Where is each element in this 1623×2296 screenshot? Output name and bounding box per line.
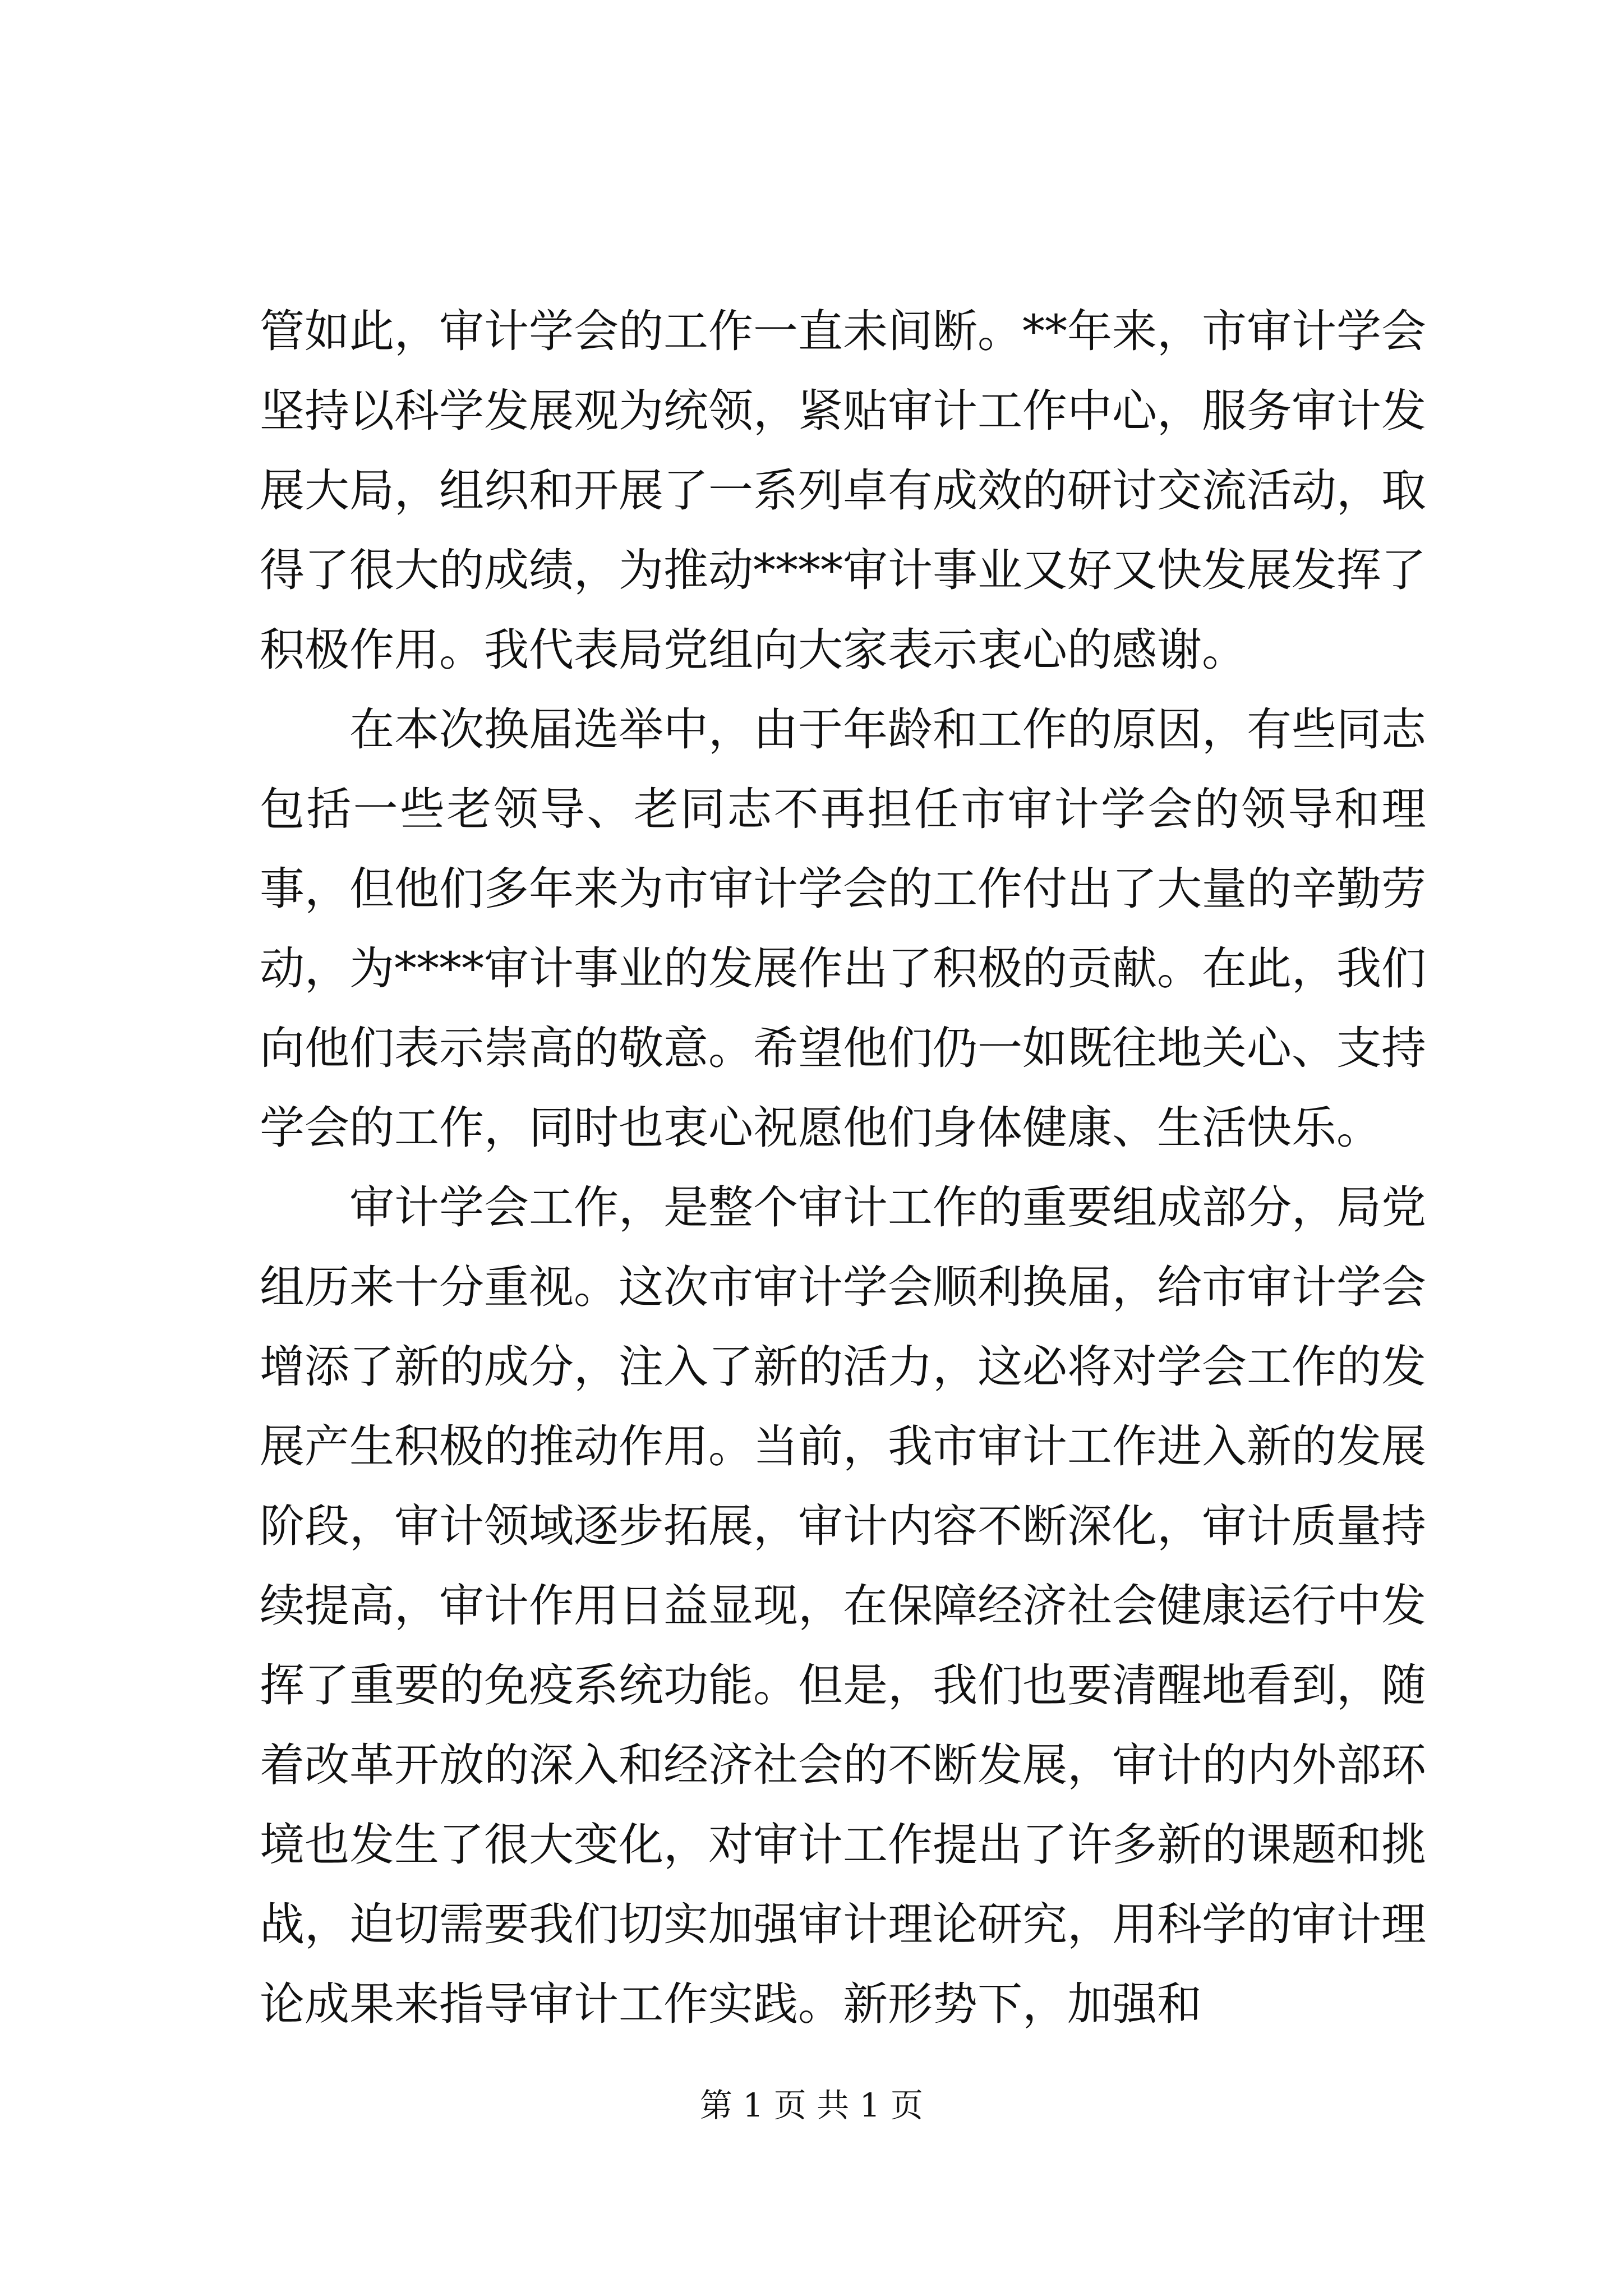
document-body [260,292,1426,2044]
paragraph-3: 审计学会工作，是整个审计工作的重要组成部分，局党组历来十分重视。这次市审计学会顺利换届，给市审计学会增添了新的成分，注入了新的活力，这必将对学会工作的发展产生积极的推动作用。当前，我市审计工作进入新的发展阶段，审计领域逐步拓展，审计内容不断深化，审计质量持续提高，审计作用日益显现，在保障经济社会健康运行中发挥了重要的免疫系统功能。但是，我们也要清醒地看到，随着改革开放的深入和经济社会的不断发展，审计的内外部环境也发生了很大变化，对审计工作提出了许多新的课题和挑战，迫切需要我们切实加强审计理论研究，用科学的审计理论成果来指导审计工作实践。新形势下，加强和 [260,1181,1426,2030]
page-footer: 第 1 页 共 1 页 [700,2086,923,2124]
paragraph-2: 在本次换届选举中，由于年龄和工作的原因，有些同志包括一些老领导、老同志不再担任市审计学会的领导和理事，但他们多年来为市审计学会的工作付出了大量的辛勤劳动，为****审计事业的发展作出了积极的贡献。在此，我们向他们表示崇高的敬意。希望他们仍一如既往地关心、支持学会的工作，同时也衷心祝愿他们身体健康、生活快乐。 [260,703,1426,1154]
paragraph-1: 管如此，审计学会的工作一直未间断。**年来，市审计学会坚持以科学发展观为统领，紧贴审计工作中心，服务审计发展大局，组织和开展了一系列卓有成效的研讨交流活动，取得了很大的成绩，为推动****审计事业又好又快发展发挥了积极作用。我代表局党组向大家表示衷心的感谢。 [260,305,1426,676]
